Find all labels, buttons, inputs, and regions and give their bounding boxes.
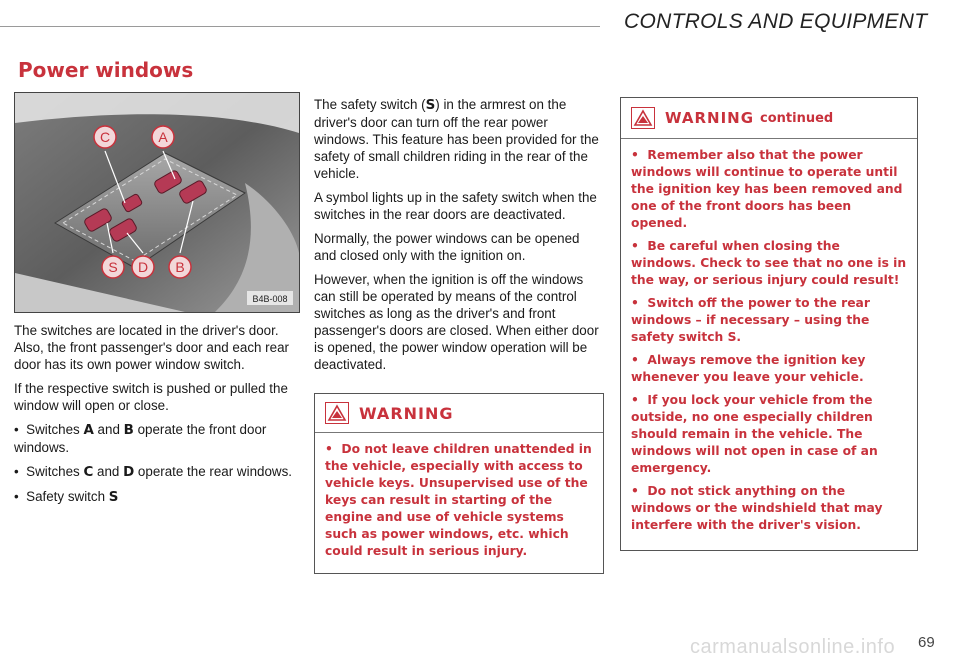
warning-item: • If you lock your vehicle from the outside, no one especially children should remain in the vehicle. The windows will not open in case of an emergency. (631, 393, 878, 475)
warning-item: • Do not stick anything on the windows or the windshield that may interfere with the driver's vision. (631, 484, 883, 532)
warning-item: • Switch off the power to the rear windows – if necessary – using the safety switch S. (631, 296, 870, 344)
column-1 (14, 322, 296, 513)
paragraph: However, when the ignition is off the windows can still be operated by means of the control switches as long as the driver's and front passenger's doors are closed. When either door is opened, the power window operation will be deactivated. (314, 272, 599, 372)
figure-label-d: D (137, 259, 149, 275)
warning-title: WARNING (359, 403, 454, 423)
power-window-switch-figure (14, 92, 300, 313)
figure-label-c: C (99, 129, 111, 145)
warning-item: • Be careful when closing the windows. Check to see that no one is in the way, or serious injury could result! (631, 239, 907, 287)
figure-code: B4B-008 (252, 294, 288, 304)
column-2 (314, 96, 604, 380)
warning-item: • Always remove the ignition key whenever you leave your vehicle. (631, 353, 866, 384)
figure-label-b: B (175, 259, 185, 275)
warning-title: WARNING (665, 109, 755, 127)
page-title: Power windows (18, 58, 194, 82)
warning-item: • Remember also that the power windows will continue to operate until the ignition key has been removed and one of the front doors has been opened. (631, 148, 903, 230)
warning-subtitle: continued (760, 110, 834, 126)
paragraph: If the respective switch is pushed or pulled the window will open or close. (14, 381, 288, 413)
bullet-item: • Safety switch S (14, 489, 119, 505)
warning-box (314, 393, 604, 574)
warning-header (621, 98, 917, 139)
figure-label-s: S (108, 259, 118, 275)
warning-header (315, 394, 603, 433)
warning-continued-box (620, 97, 918, 551)
bullet-item: • Switches A and B operate the front door windows. (14, 422, 267, 455)
paragraph: The switches are located in the driver's door. Also, the front passenger's door and each rear door has its own power window switch. (14, 323, 289, 372)
warning-body (315, 433, 603, 572)
bullet-item: • Switches C and D operate the rear windows. (14, 464, 293, 480)
paragraph: The safety switch (S) in the armrest on the driver's door can turn off the rear power windows. This feature has been provided for the safety of small children riding in the rear of the vehicle. (314, 97, 599, 181)
section-header: CONTROLS AND EQUIPMENT (624, 10, 928, 33)
warning-triangle-icon (325, 402, 349, 424)
figure-label-a: A (158, 129, 168, 145)
warning-item: • Do not leave children unattended in the vehicle, especially with access to vehicle keys. Unsupervised use of the keys can result in starting of the engine and use of vehicle systems such as power windows, etc. which could result in serious injury. (325, 442, 592, 558)
header-rule (0, 26, 600, 27)
switch-panel-illustration (15, 93, 299, 312)
page-number: 69 (918, 634, 935, 651)
warning-triangle-icon (631, 107, 655, 129)
watermark: carmanualsonline.info (690, 636, 896, 658)
paragraph: A symbol lights up in the safety switch when the switches in the rear doors are deactivated. (314, 190, 597, 222)
warning-body (621, 139, 917, 546)
paragraph: Normally, the power windows can be opened and closed only with the ignition on. (314, 231, 580, 263)
